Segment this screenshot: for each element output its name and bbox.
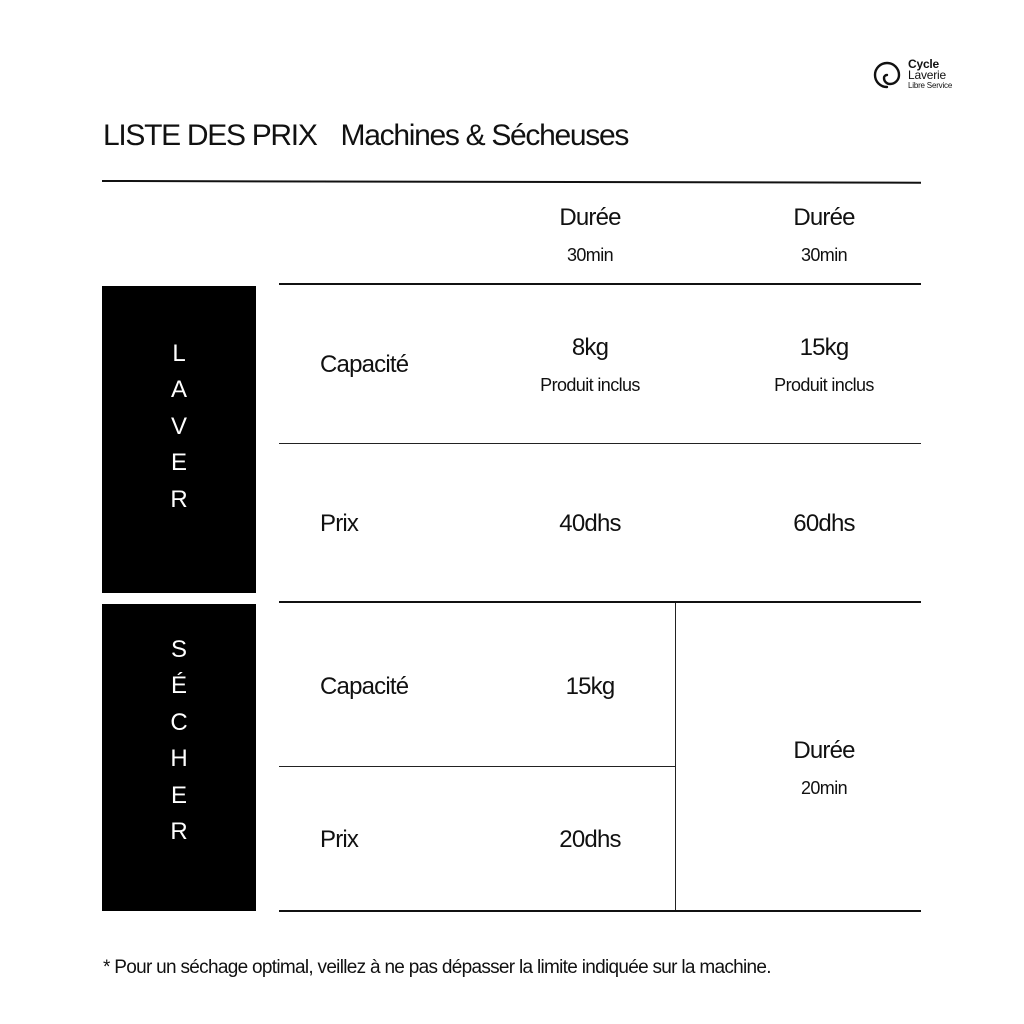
- laver-col2-note: Produit inclus: [774, 375, 874, 395]
- secher-capacity-label: Capacité: [320, 673, 409, 700]
- secher-price-value: 20dhs: [559, 826, 621, 853]
- title-main: LISTE DES PRIX: [103, 119, 317, 152]
- laver-letter: R: [170, 485, 188, 513]
- laver-capacity-label: Capacité: [320, 351, 409, 378]
- secher-section-label: [102, 604, 256, 911]
- header-col2-label: Durée: [793, 204, 855, 231]
- page-title: [103, 116, 628, 156]
- secher-letter: H: [170, 745, 188, 773]
- secher-capacity-value: 15kg: [565, 673, 615, 700]
- secher-duration-value: 20min: [800, 778, 848, 798]
- brand-logo: [872, 56, 982, 100]
- bottom-rule: [279, 910, 921, 912]
- secher-letter: S: [170, 636, 187, 663]
- laver-letter: E: [170, 449, 187, 477]
- laver-mid-rule: [279, 443, 921, 444]
- title-subtitle: Machines & Sécheuses: [340, 119, 629, 152]
- logo-line-laverie: Laverie: [908, 68, 946, 82]
- secher-letter: R: [170, 818, 188, 846]
- laver-top-rule: [279, 283, 921, 285]
- laver-col1-capacity: 8kg: [571, 334, 609, 361]
- spiral-icon: [872, 60, 902, 90]
- secher-letter: C: [170, 708, 188, 736]
- logo-line-libre-service: Libre Service: [908, 81, 953, 90]
- secher-letter: E: [170, 781, 187, 809]
- secher-price-label: Prix: [320, 826, 359, 853]
- secher-duration-label: Durée: [793, 737, 855, 764]
- laver-letter: V: [170, 412, 187, 440]
- secher-top-rule: [279, 601, 921, 603]
- logo-line-cycle: Cycle: [908, 57, 940, 71]
- footnote: * Pour un séchage optimal, veillez à ne pas dépasser la limite indiquée sur la machine.: [103, 957, 771, 978]
- secher-column-divider: [675, 603, 676, 910]
- laver-section-label: [102, 286, 256, 593]
- laver-col1-price: 40dhs: [559, 510, 621, 537]
- laver-col2-capacity: 15kg: [799, 334, 849, 361]
- laver-letter: L: [172, 340, 186, 367]
- top-rule: [102, 180, 921, 184]
- laver-col2-price: 60dhs: [793, 510, 855, 537]
- secher-vertical-text: [102, 632, 256, 850]
- header-col1-label: Durée: [559, 204, 621, 231]
- laver-letter: A: [170, 376, 187, 404]
- laver-price-label: Prix: [320, 510, 359, 537]
- secher-letter: É: [170, 672, 187, 700]
- header-col2-value: 30min: [800, 245, 848, 265]
- header-col1-value: 30min: [566, 245, 614, 265]
- laver-col1-note: Produit inclus: [540, 375, 640, 395]
- laver-vertical-text: [102, 336, 256, 518]
- secher-mid-rule: [279, 766, 675, 767]
